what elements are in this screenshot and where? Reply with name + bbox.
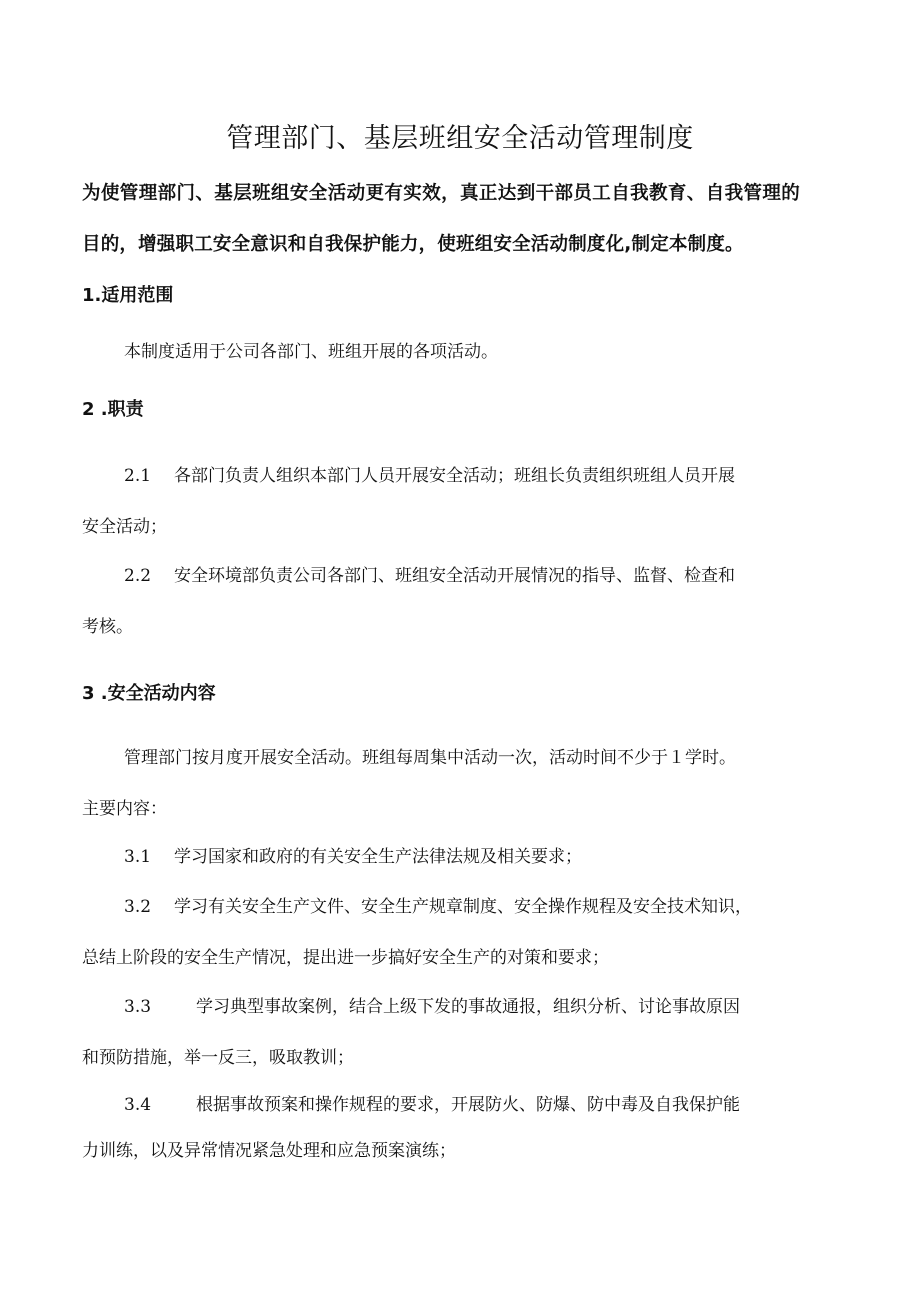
scope-paragraph [82,327,842,378]
item-text: 根据事故预案和操作规程的要求，开展防火、防爆、防中毒及自我保护能 [196,1095,740,1115]
intro-line: 目的，增强职工安全意识和自我保护能力，使班组安全活动制度化,制定本制度。 [82,234,744,255]
item-line [82,1082,842,1128]
activities-intro [82,733,842,835]
item-line: 安全活动； [82,517,167,537]
item-line [82,551,842,602]
item-line: 和预防措施，举一反三，吸取教训； [82,1048,354,1068]
item-number: 3.2 [124,897,152,917]
item-line [82,451,842,502]
item-number: 2.1 [124,466,152,486]
section-heading-scope: 1.适用范围 [82,285,174,306]
item-line [82,982,842,1033]
item-text: 学习有关安全生产文件、安全生产规章制度、安全操作规程及安全技术知识， [174,897,752,917]
duty-item [82,551,842,653]
item-number: 3.3 [124,997,152,1017]
intro-line: 为使管理部门、基层班组安全活动更有实效，真正达到干部员工自我教育、自我管理的 [82,183,801,204]
paragraph-line: 本制度适用于公司各部门、班组开展的各项活动。 [124,342,498,362]
item-text: 学习典型事故案例，结合上级下发的事故通报，组织分析、讨论事故原因 [196,997,740,1017]
activity-item [82,982,842,1084]
item-text: 学习国家和政府的有关安全生产法律法规及相关要求； [174,847,582,867]
item-number: 3.4 [124,1095,152,1115]
section-heading-duties: 2 .职责 [82,399,144,420]
item-line: 总结上阶段的安全生产情况，提出进一步搞好安全生产的对策和要求； [82,948,609,968]
activity-item [82,1082,842,1174]
item-line [82,882,842,933]
activity-item [82,882,842,984]
item-text: 安全环境部负责公司各部门、班组安全活动开展情况的指导、监督、检查和 [174,566,735,586]
section-heading-activities: 3 .安全活动内容 [82,683,216,704]
item-line [82,832,842,883]
document-title: 管理部门、基层班组安全活动管理制度 [226,123,694,154]
activity-item [82,832,842,883]
intro-paragraph [82,168,842,270]
item-text: 各部门负责人组织本部门人员开展安全活动；班组长负责组织班组人员开展 [174,466,735,486]
item-line: 考核。 [82,617,133,637]
item-number: 3.1 [124,847,152,867]
item-number: 2.2 [124,566,152,586]
paragraph-line: 管理部门按月度开展安全活动。班组每周集中活动一次，活动时间不少于１学时。 [124,748,736,768]
paragraph-line: 主要内容： [82,799,167,819]
item-line: 力训练，以及异常情况紧急处理和应急预案演练； [82,1141,456,1161]
duty-item [82,451,842,553]
